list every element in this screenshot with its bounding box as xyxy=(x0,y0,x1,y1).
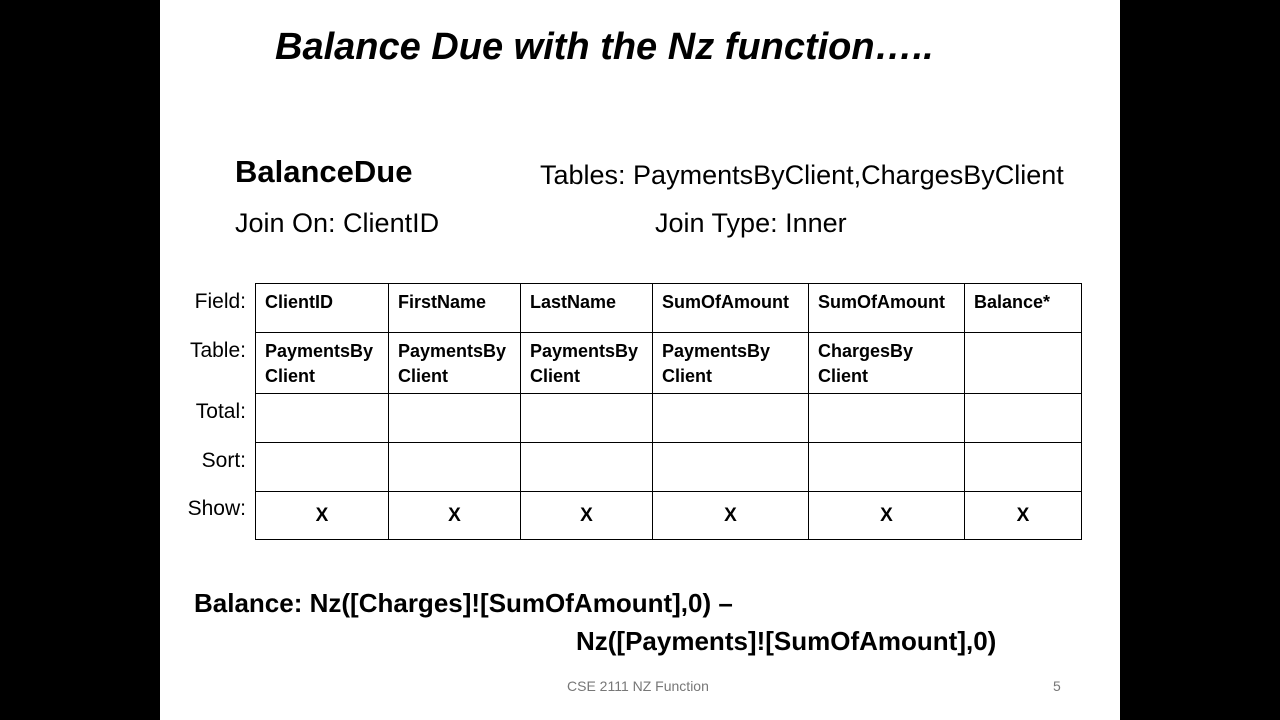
table-cell-line: Client xyxy=(530,366,581,386)
field-cell: LastName xyxy=(521,284,653,333)
table-cell xyxy=(653,333,809,394)
query-name: BalanceDue xyxy=(235,154,413,189)
sort-cell xyxy=(256,443,389,492)
sort-row xyxy=(256,443,1082,492)
total-cell xyxy=(256,394,389,443)
table-cell-line: Client xyxy=(662,366,713,386)
formula-line-2: Nz([Payments]![SumOfAmount],0) xyxy=(576,626,997,656)
total-cell xyxy=(809,394,965,443)
total-cell xyxy=(653,394,809,443)
table-cell-line: PaymentsBy xyxy=(265,341,374,361)
field-cell: ClientID xyxy=(256,284,389,333)
row-label-field: Field: xyxy=(194,290,246,313)
table-cell xyxy=(389,333,521,394)
slide-footer: CSE 2111 NZ Function xyxy=(567,678,709,694)
table-cell xyxy=(965,333,1082,394)
total-cell xyxy=(521,394,653,443)
field-cell: SumOfAmount xyxy=(809,284,965,333)
table-cell xyxy=(256,333,389,394)
table-cell-line: ChargesBy xyxy=(818,341,914,361)
join-on: Join On: ClientID xyxy=(235,208,440,238)
total-cell xyxy=(389,394,521,443)
show-cell: X xyxy=(809,492,965,540)
table-cell-line: Client xyxy=(398,366,449,386)
field-cell: SumOfAmount xyxy=(653,284,809,333)
table-cell-line: PaymentsBy xyxy=(662,341,771,361)
row-label-show: Show: xyxy=(187,497,246,520)
table-cell xyxy=(521,333,653,394)
field-cell: Balance* xyxy=(965,284,1082,333)
table-cell-line: Client xyxy=(265,366,316,386)
table-cell-line: Client xyxy=(818,366,869,386)
show-cell: X xyxy=(521,492,653,540)
slide-title: Balance Due with the Nz function….. xyxy=(275,26,934,68)
sort-cell xyxy=(521,443,653,492)
show-row xyxy=(256,492,1082,540)
table-cell-line: PaymentsBy xyxy=(398,341,507,361)
sort-cell xyxy=(809,443,965,492)
row-label-table: Table: xyxy=(189,339,246,362)
query-design-grid xyxy=(255,283,1082,540)
sort-cell xyxy=(965,443,1082,492)
row-label-sort: Sort: xyxy=(201,449,246,472)
row-label-total: Total: xyxy=(195,400,246,423)
field-row xyxy=(256,284,1082,333)
slide xyxy=(160,0,1120,720)
show-cell: X xyxy=(653,492,809,540)
total-row xyxy=(256,394,1082,443)
sort-cell xyxy=(389,443,521,492)
show-cell: X xyxy=(256,492,389,540)
slide-number: 5 xyxy=(1053,678,1061,694)
formula-line-1: Balance: Nz([Charges]![SumOfAmount],0) – xyxy=(194,588,733,618)
table-row xyxy=(256,333,1082,394)
table-cell-line: PaymentsBy xyxy=(530,341,639,361)
show-cell: X xyxy=(389,492,521,540)
join-type: Join Type: Inner xyxy=(655,208,847,238)
tables-info: Tables: PaymentsByClient,ChargesByClient xyxy=(540,160,1064,190)
table-cell xyxy=(809,333,965,394)
total-cell xyxy=(965,394,1082,443)
show-cell: X xyxy=(965,492,1082,540)
sort-cell xyxy=(653,443,809,492)
field-cell: FirstName xyxy=(389,284,521,333)
